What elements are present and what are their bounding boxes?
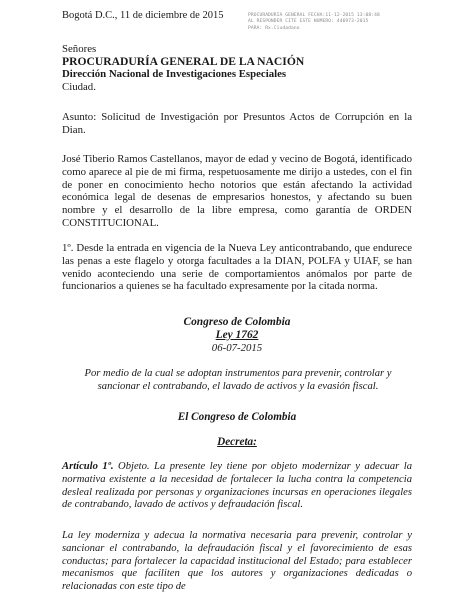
recipient-org: PROCURADURÍA GENERAL DE LA NACIÓN: [62, 54, 305, 68]
law-decree: Decreta:: [217, 436, 257, 448]
law-date: 06-07-2015: [211, 342, 263, 354]
salutation: Señores: [62, 43, 97, 55]
point-one-paragraph: 1º. Desde la entrada en vigencia de la Nueva Ley anticontrabando, que endurece las penas a este flagelo y otorga facultades a la DIAN, POLFA y UIAF, se han venido aconteciendo una serie de comportamientos anómalos por parte de funcionarios a quienes se ha facultado expresamente por la citada norma.: [62, 242, 412, 293]
article-one-label: Artículo 1º.: [62, 461, 114, 472]
stamp-line: PROCURADURIA GENERAL FECHA:11-12-2015 13:08:48: [248, 13, 380, 18]
recipient-block: [62, 43, 412, 93]
law-congress: Congreso de Colombia: [183, 316, 291, 328]
intro-paragraph: José Tiberio Ramos Castellanos, mayor de edad y vecino de Bogotá, identificado como aparece al pie de mi firma, respetuosamente me dirijo a ustedes, con el fin de poner en conocimiento hecho notorios que están afectando la actividad económica legal de desenas de empresarios honestos, y afectando su buen nombre y el desarrollo de la libre empresa, como garantía de ORDEN CONSTITUCIONAL.: [62, 153, 412, 229]
recipient-dept: Dirección Nacional de Investigaciones Especiales: [62, 68, 287, 81]
subject-line: Asunto: Solicitud de Investigación por Presuntos Actos de Corrupción en la Dian.: [62, 111, 412, 136]
recipient-city: Ciudad.: [62, 80, 96, 93]
article-one-text: Objeto. La presente ley tiene por objeto modernizar y adecuar la normativa existente a la necesidad de fortalecer la lucha contra la competencia desleal realizada por personas y organizaciones incursas en operaciones ilegales de contrabando, lavado de activos y defraudación fiscal.: [62, 461, 412, 511]
law-summary: Por medio de la cual se adoptan instrumentos para prevenir, controlar y sancionar el contrabando, el lavado de activos y la evasión fiscal.: [84, 368, 392, 392]
stamp-line: PARA: Rx.Ciudadano: [248, 25, 300, 31]
law-number: Ley 1762: [215, 328, 259, 341]
filing-stamp: [248, 13, 428, 32]
article-one: [62, 461, 412, 512]
law-heading: El Congreso de Colombia: [177, 411, 297, 423]
letter-date: Bogotá D.C., 11 de diciembre de 2015: [62, 10, 224, 21]
closing-paragraph: La ley moderniza y adecua la normativa necesaria para prevenir, controlar y sancionar el contrabando, la defraudación fiscal y el favorecimiento de esas conductas; para fortalecer la capacidad institucional del Estado; para establecer mecanismos que faciliten que los autores y organizaciones dedicadas o relacionadas con este tipo de: [62, 530, 412, 593]
stamp-line: AL RESPONDER CITE ESTE NUMERO: 446973-2015: [248, 19, 369, 25]
law-header: [62, 316, 412, 342]
